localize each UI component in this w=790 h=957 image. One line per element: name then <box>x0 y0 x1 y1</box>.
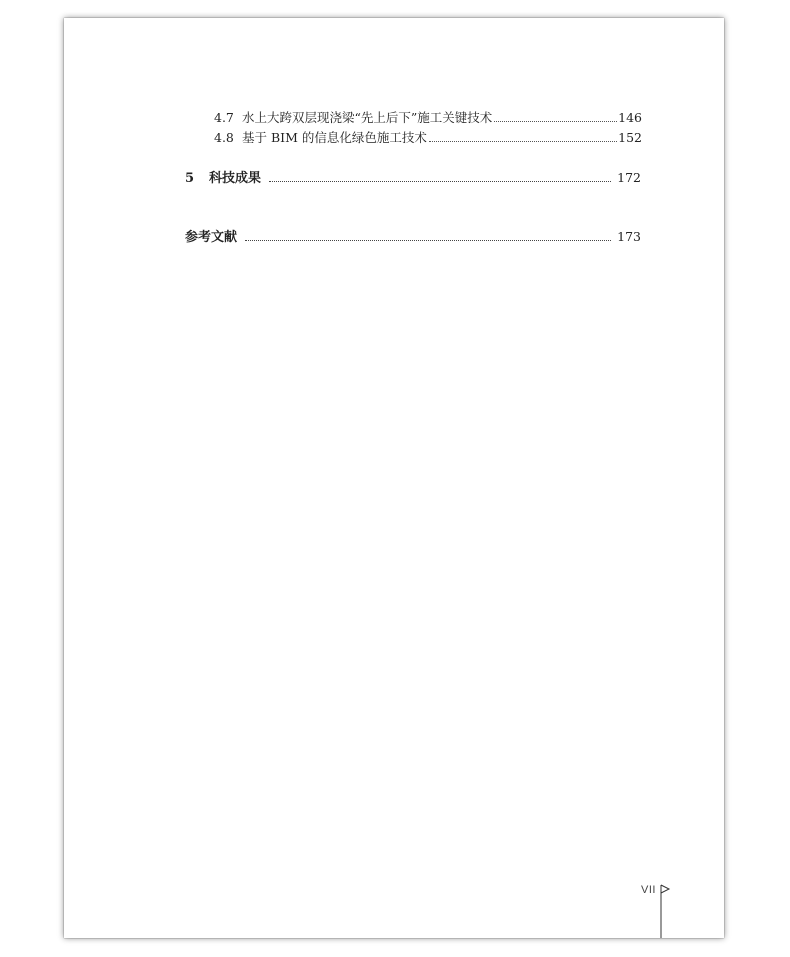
toc-item-page: 146 <box>618 110 642 125</box>
dot-leader <box>269 181 611 182</box>
toc-item-number: 4.7 <box>214 110 234 125</box>
toc-item-number: 4.8 <box>214 130 234 145</box>
toc-chapter-page: 173 <box>617 229 641 244</box>
flag-icon <box>660 884 672 938</box>
document-page <box>64 18 724 938</box>
toc-chapter-number: 5 <box>185 171 195 186</box>
folio-page-number: VII <box>641 884 656 896</box>
dot-leader <box>429 141 617 142</box>
dot-leader <box>245 240 611 241</box>
toc-chapter-title: 科技成果 <box>209 171 262 186</box>
toc-item-title: 基于 BIM 的信息化绿色施工技术 <box>242 130 427 145</box>
toc-references[interactable] <box>185 226 641 245</box>
toc-item-page: 152 <box>618 130 642 145</box>
toc-chapter-title: 参考文献 <box>185 230 238 245</box>
toc-item-4-8[interactable] <box>214 128 642 146</box>
toc-chapter-5[interactable] <box>185 167 641 186</box>
dot-leader <box>494 121 617 122</box>
toc-chapter-page: 172 <box>617 170 641 185</box>
toc-item-4-7[interactable] <box>214 108 642 126</box>
toc-item-title: 水上大跨双层现浇梁“先上后下”施工关键技术 <box>242 110 493 125</box>
